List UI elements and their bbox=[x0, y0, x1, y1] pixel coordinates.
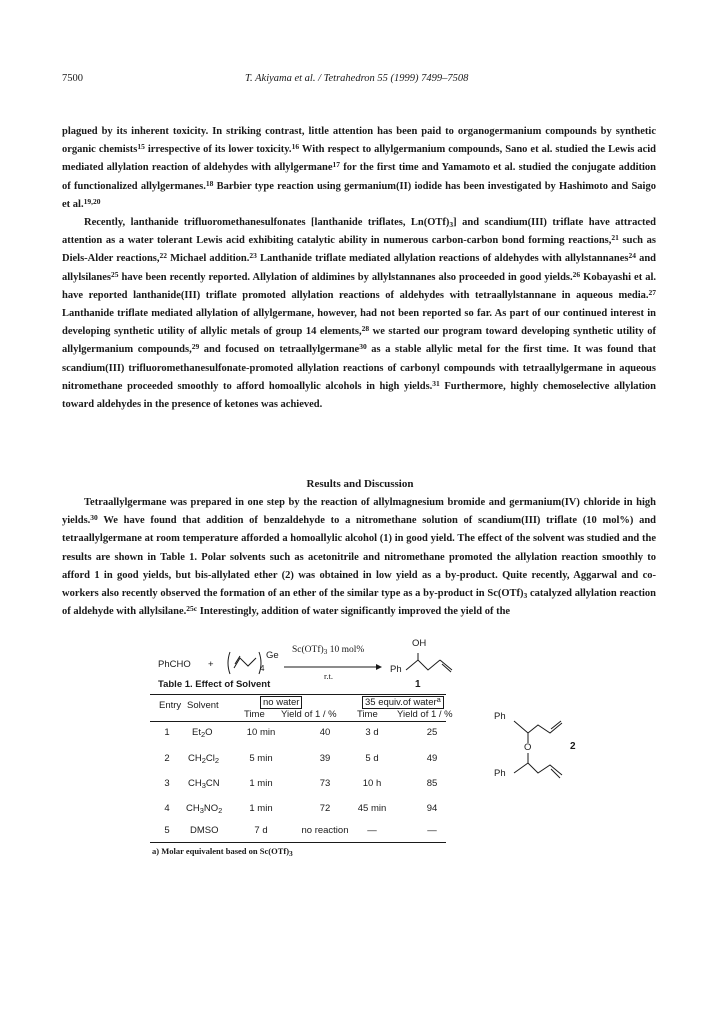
table-cell-entry: 3 bbox=[164, 778, 170, 789]
ref-mark: 29 bbox=[191, 342, 200, 352]
p2-text: as a stable allylic metal for the first time. It was found that scandium(III) trifluoromethanesulfonate-promoted allylation reactions of carbonyl compounds with tetraallylgermane in aqueous nitromethane proceeded smoothly to afford homoallylic alcohols in high yields. bbox=[62, 344, 657, 392]
table-cell-time: 3 d bbox=[365, 727, 379, 738]
p2-text: ] and scandium(III) triflate have attracted attention as a water tolerant Lewis acid exhibiting catalytic ability in numerous carbon-carbon bond forming reactions, bbox=[62, 217, 656, 247]
p2-text: have been recently reported. Allylation of aldimines by allylstannanes also proceeded in good yields. bbox=[118, 271, 573, 283]
p2-text: Lanthanide triflate mediated allylation reactions of aldehydes with allylstannanes bbox=[256, 253, 629, 265]
solvent-part: O bbox=[205, 727, 213, 738]
table-cell-entry: 4 bbox=[164, 803, 170, 814]
homoallylic-alcohol-structure bbox=[400, 650, 464, 676]
p3-text: Interestingly, addition of water significantly improved the yield of the bbox=[197, 606, 511, 618]
table-cell-time: 7 d bbox=[254, 825, 268, 836]
p2-text: we started our program toward developing synthetic utility of allylgermanium compounds, bbox=[62, 326, 657, 356]
p3-text: We have found that addition of benzaldehyde to a nitromethane solution of scandium(III) triflate (10 mol%) and tetraallylgermane at room temperature afforded a homoallylic alcohol ( bbox=[62, 515, 656, 545]
catalyst-loading: 10 mol% bbox=[327, 645, 365, 655]
table-bottom-rule bbox=[150, 842, 446, 843]
p2-text: Recently, lanthanide trifluoromethanesulfonates [lanthanide triflates, Ln(OTf) bbox=[84, 217, 450, 228]
table-cell-time: 1 min bbox=[249, 778, 273, 789]
subscript: 3 bbox=[199, 806, 204, 815]
solvent-part: CH bbox=[188, 778, 202, 789]
footnote-text: a) Molar equivalent based on Sc(OTf) bbox=[152, 846, 290, 856]
table-cell-yield: 40 bbox=[319, 727, 331, 738]
solvent-part: Et bbox=[192, 727, 201, 738]
table-cell-time: 5 d bbox=[365, 753, 379, 764]
p1-text: irrespective of its lower toxicity. bbox=[144, 144, 292, 156]
table-cell-time: 10 min bbox=[246, 727, 276, 738]
ref-mark: 30 bbox=[359, 342, 367, 352]
ref-mark: 25c bbox=[186, 604, 198, 614]
reaction-conditions bbox=[292, 645, 364, 655]
table-cell-yield: 73 bbox=[319, 778, 331, 789]
germanium-label: Ge bbox=[266, 650, 279, 661]
p3-text: Tetraallylgermane was prepared in one step by the reaction of allylmagnesium bromide and germanium(IV) chloride in high yields. bbox=[62, 497, 656, 527]
phenyl-label-top: Ph bbox=[494, 711, 506, 722]
running-citation: T. Akiyama et al. / Tetrahedron 55 (1999) 7499–7508 bbox=[245, 73, 469, 84]
subscript: 2 bbox=[218, 806, 223, 815]
table-header-rule bbox=[150, 721, 446, 722]
table-cell-time: 10 h bbox=[362, 778, 382, 789]
table-cell-time: — bbox=[367, 825, 377, 836]
table-cell-yield: 72 bbox=[319, 803, 331, 814]
p3-text: in good yields, but bis-allylated ether ( bbox=[99, 569, 286, 581]
table-cell-time: 45 min bbox=[357, 803, 387, 814]
catalyst-label: Sc(OTf) bbox=[292, 645, 324, 655]
p1-text: plagued by its inherent toxicity. In striking contrast, little attention has been paid to organogermanium compounds by synthetic organic chemists bbox=[62, 126, 656, 156]
reaction-arrow bbox=[284, 663, 382, 671]
bracket-left bbox=[228, 652, 230, 674]
subscript: 2 bbox=[200, 730, 206, 739]
table-cell-solvent bbox=[192, 727, 213, 738]
paragraph-3 bbox=[62, 494, 656, 621]
ref-mark: 27 bbox=[648, 287, 656, 297]
p3-text: ) was obtained in low yield as a by-product. Quite recently, Aggarwal and co-workers also recently observed the formation of an ether of the similar type as a by-product in Sc(OTf) bbox=[62, 569, 656, 600]
p1-text: Barbier type reaction using germanium(II) iodide has been investigated by Hashimoto and Saigo et al. bbox=[62, 180, 656, 210]
table-cell-time: 1 min bbox=[249, 803, 273, 814]
subscript: 3 bbox=[289, 849, 293, 858]
p2-text: Kobayashi et al. have reported lanthanide(III) triflate promoted allylation reactions of aldehydes with tetraallylstannane in aqueous media. bbox=[62, 271, 656, 301]
subscript: 3 bbox=[201, 781, 206, 790]
p2-text: and allylsilanes bbox=[62, 253, 656, 283]
ref-mark: 30 bbox=[90, 513, 98, 523]
ref-mark: 15 bbox=[137, 142, 145, 152]
table-cell-yield: 39 bbox=[319, 753, 331, 764]
hydroxyl-label: OH bbox=[412, 638, 427, 649]
table-cell-entry: 1 bbox=[164, 727, 170, 738]
compound-2-number: 2 bbox=[570, 741, 576, 752]
p2-text: and focused on tetraallylgermane bbox=[199, 344, 360, 356]
ref-mark: 28 bbox=[361, 324, 370, 334]
ref-mark: 18 bbox=[205, 178, 214, 188]
col-entry-header: Entry bbox=[159, 700, 182, 711]
compound-1-number: 1 bbox=[415, 679, 421, 690]
phenyl-label: Ph bbox=[390, 664, 402, 675]
section-heading: Results and Discussion bbox=[306, 478, 414, 490]
p2-text: Michael addition. bbox=[167, 253, 250, 265]
solvent-part: DMSO bbox=[190, 825, 219, 836]
table-cell-entry: 2 bbox=[164, 753, 170, 764]
table-top-rule bbox=[150, 694, 446, 695]
page-number: 7500 bbox=[62, 73, 83, 84]
footnote-mark: a bbox=[436, 695, 441, 704]
phenyl-label-bottom: Ph bbox=[494, 768, 506, 779]
p1-text: With respect to allylgermanium compounds, Sano et al. studied the Lewis acid mediated allylation reaction of aldehydes with allylgermane bbox=[62, 144, 656, 174]
ref-mark: 24 bbox=[628, 251, 636, 261]
table-cell-solvent bbox=[188, 778, 220, 789]
subscript: 2 bbox=[214, 756, 220, 765]
ref-mark: 31 bbox=[432, 378, 440, 388]
table-cell-entry: 5 bbox=[164, 825, 170, 836]
compound-number: 2 bbox=[285, 569, 291, 581]
ref-mark: 19,20 bbox=[83, 196, 101, 206]
ref-mark: 23 bbox=[249, 251, 257, 261]
bis-allyl-ether-structure bbox=[500, 715, 580, 785]
table-cell-yield: no reaction bbox=[301, 825, 349, 836]
group-with-water bbox=[362, 696, 444, 709]
table-cell-yield: 25 bbox=[426, 727, 438, 738]
p3-text: catalyzed allylation reaction of aldehyde with allylsilane. bbox=[62, 588, 656, 618]
solvent-part: NO bbox=[203, 803, 219, 814]
compound-number: 1 bbox=[94, 569, 100, 581]
solvent-part: Cl bbox=[205, 753, 215, 764]
col-yield-header: Yield of 1 / % bbox=[281, 709, 337, 720]
group-with-water-label: 35 equiv.of water bbox=[365, 697, 437, 708]
solvent-part: CN bbox=[205, 778, 220, 789]
group-no-water: no water bbox=[260, 696, 302, 709]
col-time-header: Time bbox=[244, 709, 265, 720]
ref-mark: 17 bbox=[332, 160, 341, 170]
col-solvent-header: Solvent bbox=[187, 700, 219, 711]
subscript: 3 bbox=[449, 220, 454, 229]
reactant-label: PhCHO bbox=[158, 659, 191, 670]
product-skeleton bbox=[406, 660, 440, 670]
solvent-part: CH bbox=[188, 753, 202, 764]
arrow-head bbox=[376, 664, 382, 670]
table-cell-solvent bbox=[186, 803, 222, 814]
col-yield-header: Yield of 1 / % bbox=[397, 709, 453, 720]
p2-text: such as Diels-Alder reactions, bbox=[62, 235, 656, 265]
p1-text: for the first time and Yamamoto et al. studied the conjugate addition of functionalized allylgermanes. bbox=[62, 162, 656, 192]
ref-mark: 25 bbox=[111, 269, 119, 279]
plus-sign: + bbox=[208, 659, 214, 670]
paragraph-2 bbox=[62, 214, 656, 414]
table-footnote bbox=[152, 846, 293, 856]
ref-mark: 22 bbox=[159, 251, 168, 261]
table-cell-yield: — bbox=[427, 825, 437, 836]
table-cell-time: 5 min bbox=[249, 753, 273, 764]
germanium-subscript: 4 bbox=[260, 664, 265, 673]
table-cell-solvent bbox=[188, 753, 219, 764]
subscript: 2 bbox=[201, 756, 206, 765]
table-cell-yield: 85 bbox=[426, 778, 438, 789]
p2-text: Furthermore, highly chemoselective allylation toward aldehydes in the presence of ketones was achieved. bbox=[62, 380, 656, 411]
table-cell-solvent bbox=[190, 825, 219, 836]
ref-mark: 16 bbox=[291, 142, 300, 152]
solvent-part: CH bbox=[186, 803, 200, 814]
oxygen-label: O bbox=[524, 742, 532, 753]
double-bond-line bbox=[551, 769, 560, 778]
subscript: 3 bbox=[523, 591, 528, 601]
vinyl-bond bbox=[440, 660, 452, 670]
paragraph-1 bbox=[62, 123, 656, 214]
p3-text: ) in good yield. The effect of the solvent was studied and the results are shown in Table 1. Polar solvents such as acetonitrile and nitromethane promoted the allylation reaction smoothly to afford bbox=[62, 533, 656, 581]
subscript: 3 bbox=[323, 647, 328, 656]
col-time-header: Time bbox=[357, 709, 378, 720]
ref-mark: 26 bbox=[572, 269, 581, 279]
table-caption: Table 1. Effect of Solvent bbox=[158, 679, 271, 690]
compound-number: 1 bbox=[383, 533, 389, 545]
table-cell-yield: 49 bbox=[426, 753, 438, 764]
temperature-label: r.t. bbox=[324, 671, 333, 681]
upper-allyl-chain bbox=[514, 721, 562, 733]
p2-text: Lanthanide triflate mediated allylation of allylgermane, however, had not been reported so far. As part of our continued interest in developing synthetic utility of allylic metals of group 14 elements, bbox=[62, 308, 656, 338]
table-cell-yield: 94 bbox=[426, 803, 438, 814]
ref-mark: 21 bbox=[611, 233, 619, 243]
